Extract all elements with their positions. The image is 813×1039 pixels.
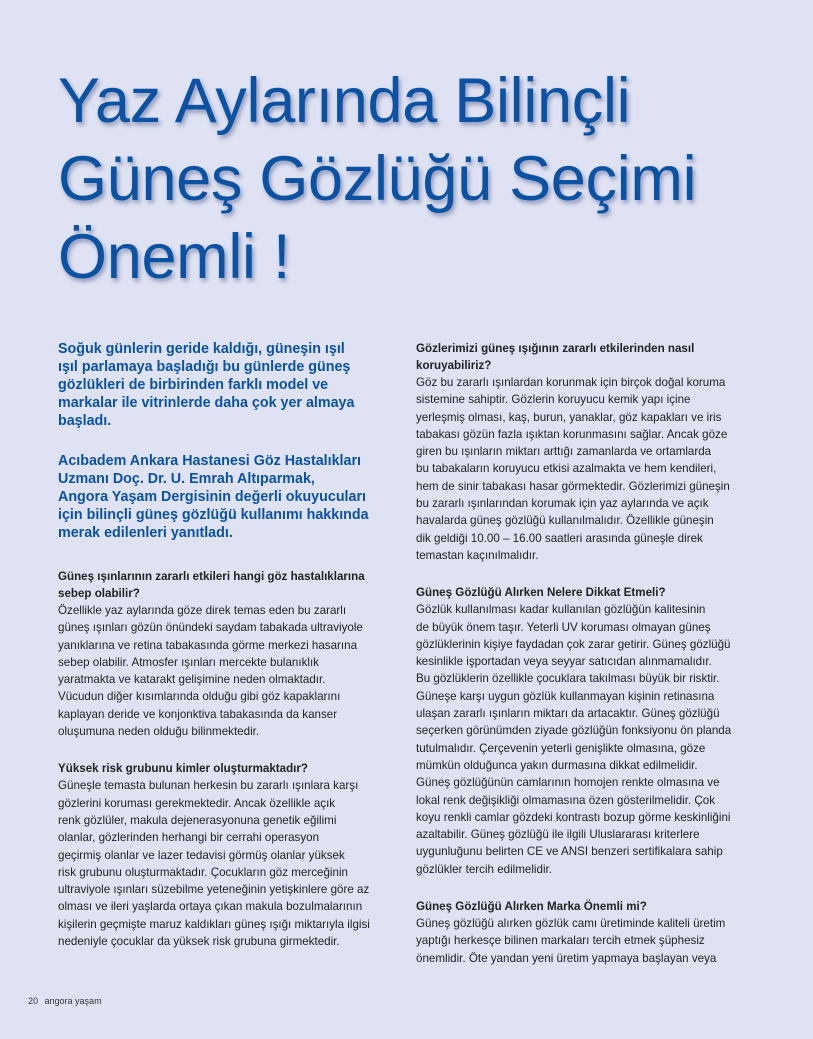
text-line: uygunluğunu belirten CE ve ANSI benzeri sertifikalara sahip [416,845,723,859]
text-line: Acıbadem Ankara Hastanesi Göz Hastalıkları [58,453,362,469]
text-line: Angora Yaşam Dergisinin değerli okuyucuları [58,489,367,505]
text-line: geçirmiş olanlar ve lazer tedavisi görmüş olanlar yüksek [58,848,345,862]
text-line: kesinlikle işportadan veya seyyar satıcıdan alınmamalıdır. [416,655,712,669]
text-line: gözlerini koruması gerekmektedir. Ancak özellikle açık [58,796,336,810]
text-line: seçerken görünümden ziyade gözlüğün fonksiyonu ön planda [416,724,732,738]
text-line: koyu renkli camlar gözdeki kontrastı bozup görme keskinliğini [416,810,731,824]
text-line: nedeniyle çocuklar da yüksek risk grubuna girmektedir. [58,935,340,949]
text-line: yanıklarına ve retina tabakasında görme merkezi hasarına [58,638,358,652]
title-line: Yaz Aylarında Bilinçli [58,66,631,136]
text-line: Gözlerimizi güneş ışığının zararlı etkilerinden nasıl [416,342,695,355]
title-line: Önemli ! [58,222,291,292]
right-column [416,340,766,987]
question-heading [416,340,766,374]
text-line: için bilinçli güneş gözlüğü kullanımı hakkında [58,507,369,523]
text-line: ışıl parlamaya başladığı bu günlerde güneş [58,359,351,375]
text-line: gözlüklerinin kişiye faydadan çok zarar getirir. Güneş gözlüğü [416,637,731,651]
text-line: koruyabiliriz? [416,359,492,372]
article-title [58,62,798,296]
text-line: renk gözlüler, makula dejenerasyonuna genetik eğilimi [58,813,337,827]
text-line: mümkün olduğunca yakın durmasına dikkat edilmelidir. [416,758,698,772]
text-line: azaltabilir. Güneş gözlüğü ile ilgili Uluslararası kriterlere [416,828,700,842]
text-line: Göz bu zararlı ışınlardan korunmak için birçok doğal koruma [416,376,726,389]
text-line: Güneş Gözlüğü Alırken Marka Önemli mi? [416,900,647,914]
answer-paragraph [58,777,398,950]
text-line: Yüksek risk grubunu kimler oluşturmaktadır? [58,762,308,776]
text-line: Güneşle temasta bulunan herkesin bu zararlı ışınlara karşı [58,779,359,793]
answer-paragraph [416,915,766,967]
text-line: Güneşe karşı uygun gözlük kullanmayan kişinin retinasına [416,689,715,703]
text-line: Güneş gözlüğü alırken gözlük camı üretiminde kaliteli üretim [416,917,726,931]
text-line: yaratmakta ve katarakt gelişimine neden olmaktadır. [58,673,326,687]
text-line: yerleşmiş olması, kaş, burun, yanaklar, göz kapakları ve iris [416,410,722,424]
text-line: olması ve ileri yaşlarda ortaya çıkan makula bozulmalarının [58,900,363,914]
page-number: 20 [28,996,39,1006]
text-line: hem de sinir tabakası hasar görmektedir. Gözlerimizi güneşin [416,479,730,493]
text-line: Soğuk günlerin geride kaldığı, güneşin ışıl [58,341,345,357]
text-line: yaptığı herkesçe bilinen markaları tercih etmek şüphesiz [416,934,705,948]
text-line: olanlar, gözlerinden herhangi bir cerrahi operasyon [58,831,320,845]
text-line: markalar ile vitrinlerde daha çok yer almaya [58,395,355,411]
text-line: giren bu ışınların miktarı arttığı zamanlarda ve ortamlarda [416,445,712,459]
text-line: gözlükler tercih edilmelidir. [416,862,552,876]
author-intro [58,452,398,542]
text-line: Güneş Gözlüğü Alırken Nelere Dikkat Etmeli? [416,586,666,600]
question-heading [58,760,398,777]
text-line: sebep olabilir. Atmosfer ışınları mercekte bulanıklık [58,655,319,669]
title-line: Güneş Gözlüğü Seçimi [58,144,697,214]
text-line: Gözlük kullanılması kadar kullanılan gözlüğün kalitesinin [416,603,706,617]
text-line: önemlidir. Öte yandan yeni üretim yapmaya başlayan veya [416,951,717,965]
text-line: sistemine sahiptir. Gözlerin koruyucu kemik yapı içine [416,393,691,407]
question-heading [416,898,766,915]
text-line: merak edilenleri yanıtladı. [58,525,233,541]
text-line: gözlükleri de birbirinden farklı model ve [58,377,329,393]
text-line: başladı. [58,413,112,429]
question-heading [416,584,766,601]
text-line: Özellikle yaz aylarında göze direk temas eden bu zararlı [58,604,347,617]
text-line: ulaşan zararlı ışınların miktarı da artacaktır. Güneş gözlüğü [416,707,720,721]
text-line: temastan kaçınılmalıdır. [416,548,539,562]
text-line: Güneş gözlüğünün camlarının homojen renkte olmasına ve [416,776,720,790]
left-column [58,340,398,970]
lead-paragraph [58,340,398,430]
magazine-name: angora yaşam [44,996,102,1006]
text-line: ultraviyole ışınları süzebilme yeteneğinin yetişkinlere göre az [58,883,370,897]
text-line: kişilerin geçmişte maruz kaldıkları güneş ışığı miktarıyla ilgisi [58,917,370,931]
text-line: Uzmanı Doç. Dr. U. Emrah Altıparmak, [58,471,315,487]
text-line: risk grubunu oluşturmaktadır. Çocukların göz merceğinin [58,865,348,879]
text-line: sebep olabilir? [58,587,140,600]
text-line: havalarda güneş gözlüğü kullanılmalıdır. Özellikle güneşin [416,514,714,528]
text-line: tutulmalıdır. Çerçevenin yeterli genişlikte olmasına, göze [416,741,706,755]
answer-paragraph [416,601,766,878]
text-line: dik geldiği 10.00 – 16.00 saatleri arasında güneşle direk [416,531,703,545]
text-line: kaplayan deride ve konjonktiva tabakasında da kanser [58,707,338,721]
text-line: lokal renk değişikliği olmamasına özen gösterilmelidir. Çok [416,793,715,807]
page-footer [28,996,102,1006]
text-line: güneş ışınları gözün önündeki saydam tabakada ultraviyole [58,621,363,635]
text-line: bu zararlı ışınlarından korumak için yaz aylarında ve açık [416,497,709,511]
answer-paragraph [416,374,766,564]
text-line: Bu gözlüklerin özellikle çocuklara takılması büyük bir risktir. [416,672,720,686]
text-line: oluşumuna neden olduğu bilinmektedir. [58,725,260,739]
text-line: Güneş ışınlarının zararlı etkileri hangi göz hastalıklarına [58,570,365,583]
text-line: tabakası gözün fazla ışıktan korunmasını sağlar. Ancak göze [416,427,728,441]
answer-paragraph [58,602,398,740]
text-line: Vücudun diğer kısımlarında olduğu gibi göz kapaklarını [58,690,341,704]
question-heading [58,568,398,602]
text-line: de büyük önem taşır. Yeterli UV koruması olmayan güneş [416,620,711,634]
text-line: bu tabakaların koruyucu etkisi azalmakta ve hem kendileri, [416,462,717,476]
